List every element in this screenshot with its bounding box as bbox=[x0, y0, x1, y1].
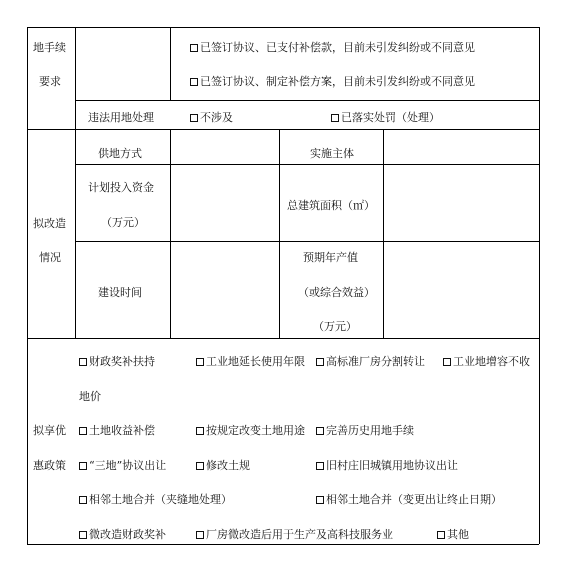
option-not-involved[interactable] bbox=[190, 111, 233, 125]
policy-item-land-revenue[interactable] bbox=[79, 424, 155, 438]
option-signed-plan[interactable] bbox=[190, 75, 475, 89]
option-signed-paid[interactable] bbox=[190, 41, 475, 55]
section-label-land-line1: 地手续 bbox=[33, 41, 66, 54]
policy-item-label: 财政奖补扶持 bbox=[89, 355, 155, 368]
policy-item-old-village[interactable] bbox=[316, 459, 458, 473]
policy-item-label: 高标准厂房分割转让 bbox=[326, 355, 425, 368]
policy-item-label: 相邻土地合并（变更出让终止日期） bbox=[326, 493, 502, 506]
policy-item-three-land[interactable] bbox=[79, 459, 166, 473]
policy-item-micro-hightech[interactable] bbox=[196, 528, 393, 542]
option-label: 不涉及 bbox=[200, 111, 233, 124]
option-penalty-done[interactable] bbox=[331, 111, 440, 125]
build-time-field[interactable] bbox=[171, 242, 278, 337]
policy-item-capacity-increase[interactable] bbox=[443, 355, 530, 369]
total-area-label: 总建筑面积（㎡） bbox=[287, 199, 375, 212]
policy-item-label: 工业地增容不收 bbox=[453, 355, 530, 368]
policy-item-history-procedures[interactable] bbox=[316, 424, 414, 438]
implement-subject-field[interactable] bbox=[384, 130, 538, 163]
checkbox-icon[interactable] bbox=[79, 496, 87, 504]
checkbox-icon[interactable] bbox=[443, 358, 451, 366]
policy-item-financial-subsidy[interactable] bbox=[79, 355, 155, 369]
section-label-plan-line2: 情况 bbox=[39, 251, 61, 264]
policy-item-modify-plan[interactable] bbox=[196, 459, 250, 473]
grid-line bbox=[170, 27, 171, 100]
option-label: 已签订协议、制定补偿方案，目前未引发纠纷或不同意见 bbox=[200, 75, 475, 88]
checkbox-icon[interactable] bbox=[196, 427, 204, 435]
policy-item-label: 完善历史用地手续 bbox=[326, 424, 414, 437]
checkbox-icon[interactable] bbox=[316, 427, 324, 435]
option-label: 已落实处罚（处理） bbox=[341, 111, 440, 124]
total-area-field[interactable] bbox=[384, 165, 538, 240]
grid-line bbox=[75, 27, 76, 338]
investment-label-line2: （万元） bbox=[101, 216, 145, 229]
checkbox-icon[interactable] bbox=[79, 358, 87, 366]
checkbox-icon[interactable] bbox=[437, 531, 445, 539]
policy-item-merge-term[interactable] bbox=[316, 493, 502, 507]
grid-line bbox=[75, 100, 539, 101]
grid-line bbox=[539, 27, 540, 544]
section-label-policy-line2: 惠政策 bbox=[33, 459, 66, 472]
checkbox-icon[interactable] bbox=[196, 462, 204, 470]
checkbox-icon[interactable] bbox=[316, 496, 324, 504]
implement-subject-label: 实施主体 bbox=[310, 147, 354, 160]
grid-line bbox=[279, 129, 280, 338]
grid-line bbox=[27, 27, 539, 28]
policy-item-label: 其他 bbox=[447, 528, 469, 541]
output-label-line3: （万元） bbox=[313, 320, 357, 333]
policy-item-label: “三地”协议出让 bbox=[89, 459, 167, 472]
policy-item-continuation: 地价 bbox=[79, 390, 101, 403]
grid-line bbox=[27, 338, 539, 339]
checkbox-icon[interactable] bbox=[79, 427, 87, 435]
supply-method-label: 供地方式 bbox=[98, 147, 142, 160]
policy-item-plant-transfer[interactable] bbox=[316, 355, 425, 369]
checkbox-icon[interactable] bbox=[79, 462, 87, 470]
checkbox-icon[interactable] bbox=[316, 462, 324, 470]
checkbox-icon[interactable] bbox=[190, 78, 198, 86]
output-field[interactable] bbox=[384, 242, 538, 337]
checkbox-icon[interactable] bbox=[79, 531, 87, 539]
policy-item-label: 工业地延长使用年限 bbox=[206, 355, 305, 368]
policy-item-label: 修改土规 bbox=[206, 459, 250, 472]
grid-line bbox=[27, 544, 539, 545]
section-label-land-line2: 要求 bbox=[39, 75, 61, 88]
policy-item-label: 旧村庄旧城镇用地协议出让 bbox=[326, 459, 458, 472]
policy-item-label: 土地收益补偿 bbox=[89, 424, 155, 437]
investment-field[interactable] bbox=[171, 165, 278, 240]
supply-method-field[interactable] bbox=[171, 130, 278, 163]
checkbox-icon[interactable] bbox=[316, 358, 324, 366]
policy-item-micro-subsidy[interactable] bbox=[79, 528, 166, 542]
policy-item-label: 相邻土地合并（夹缝地处理） bbox=[89, 493, 232, 506]
checkbox-icon[interactable] bbox=[196, 531, 204, 539]
policy-item-label: 按规定改变土地用途 bbox=[206, 424, 305, 437]
output-label-line1: 预期年产值 bbox=[303, 251, 358, 264]
output-label-line2: （或综合效益） bbox=[298, 286, 375, 299]
illegal-land-label: 违法用地处理 bbox=[88, 111, 154, 124]
build-time-label: 建设时间 bbox=[98, 286, 142, 299]
policy-item-extend-term[interactable] bbox=[196, 355, 305, 369]
grid-line bbox=[27, 27, 28, 544]
section-label-policy-line1: 拟享优 bbox=[33, 424, 66, 437]
policy-item-label: 厂房微改造后用于生产及高科技服务业 bbox=[206, 528, 393, 541]
policy-item-change-use[interactable] bbox=[196, 424, 305, 438]
option-label: 已签订协议、已支付补偿款，目前未引发纠纷或不同意见 bbox=[200, 41, 475, 54]
policy-item-other[interactable] bbox=[437, 528, 469, 542]
section-label-plan-line1: 拟改造 bbox=[33, 217, 66, 230]
policy-item-label: 微改造财政奖补 bbox=[89, 528, 166, 541]
checkbox-icon[interactable] bbox=[190, 114, 198, 122]
checkbox-icon[interactable] bbox=[331, 114, 339, 122]
investment-label-line1: 计划投入资金 bbox=[88, 181, 154, 194]
policy-item-merge-gap[interactable] bbox=[79, 493, 232, 507]
checkbox-icon[interactable] bbox=[190, 44, 198, 52]
checkbox-icon[interactable] bbox=[196, 358, 204, 366]
